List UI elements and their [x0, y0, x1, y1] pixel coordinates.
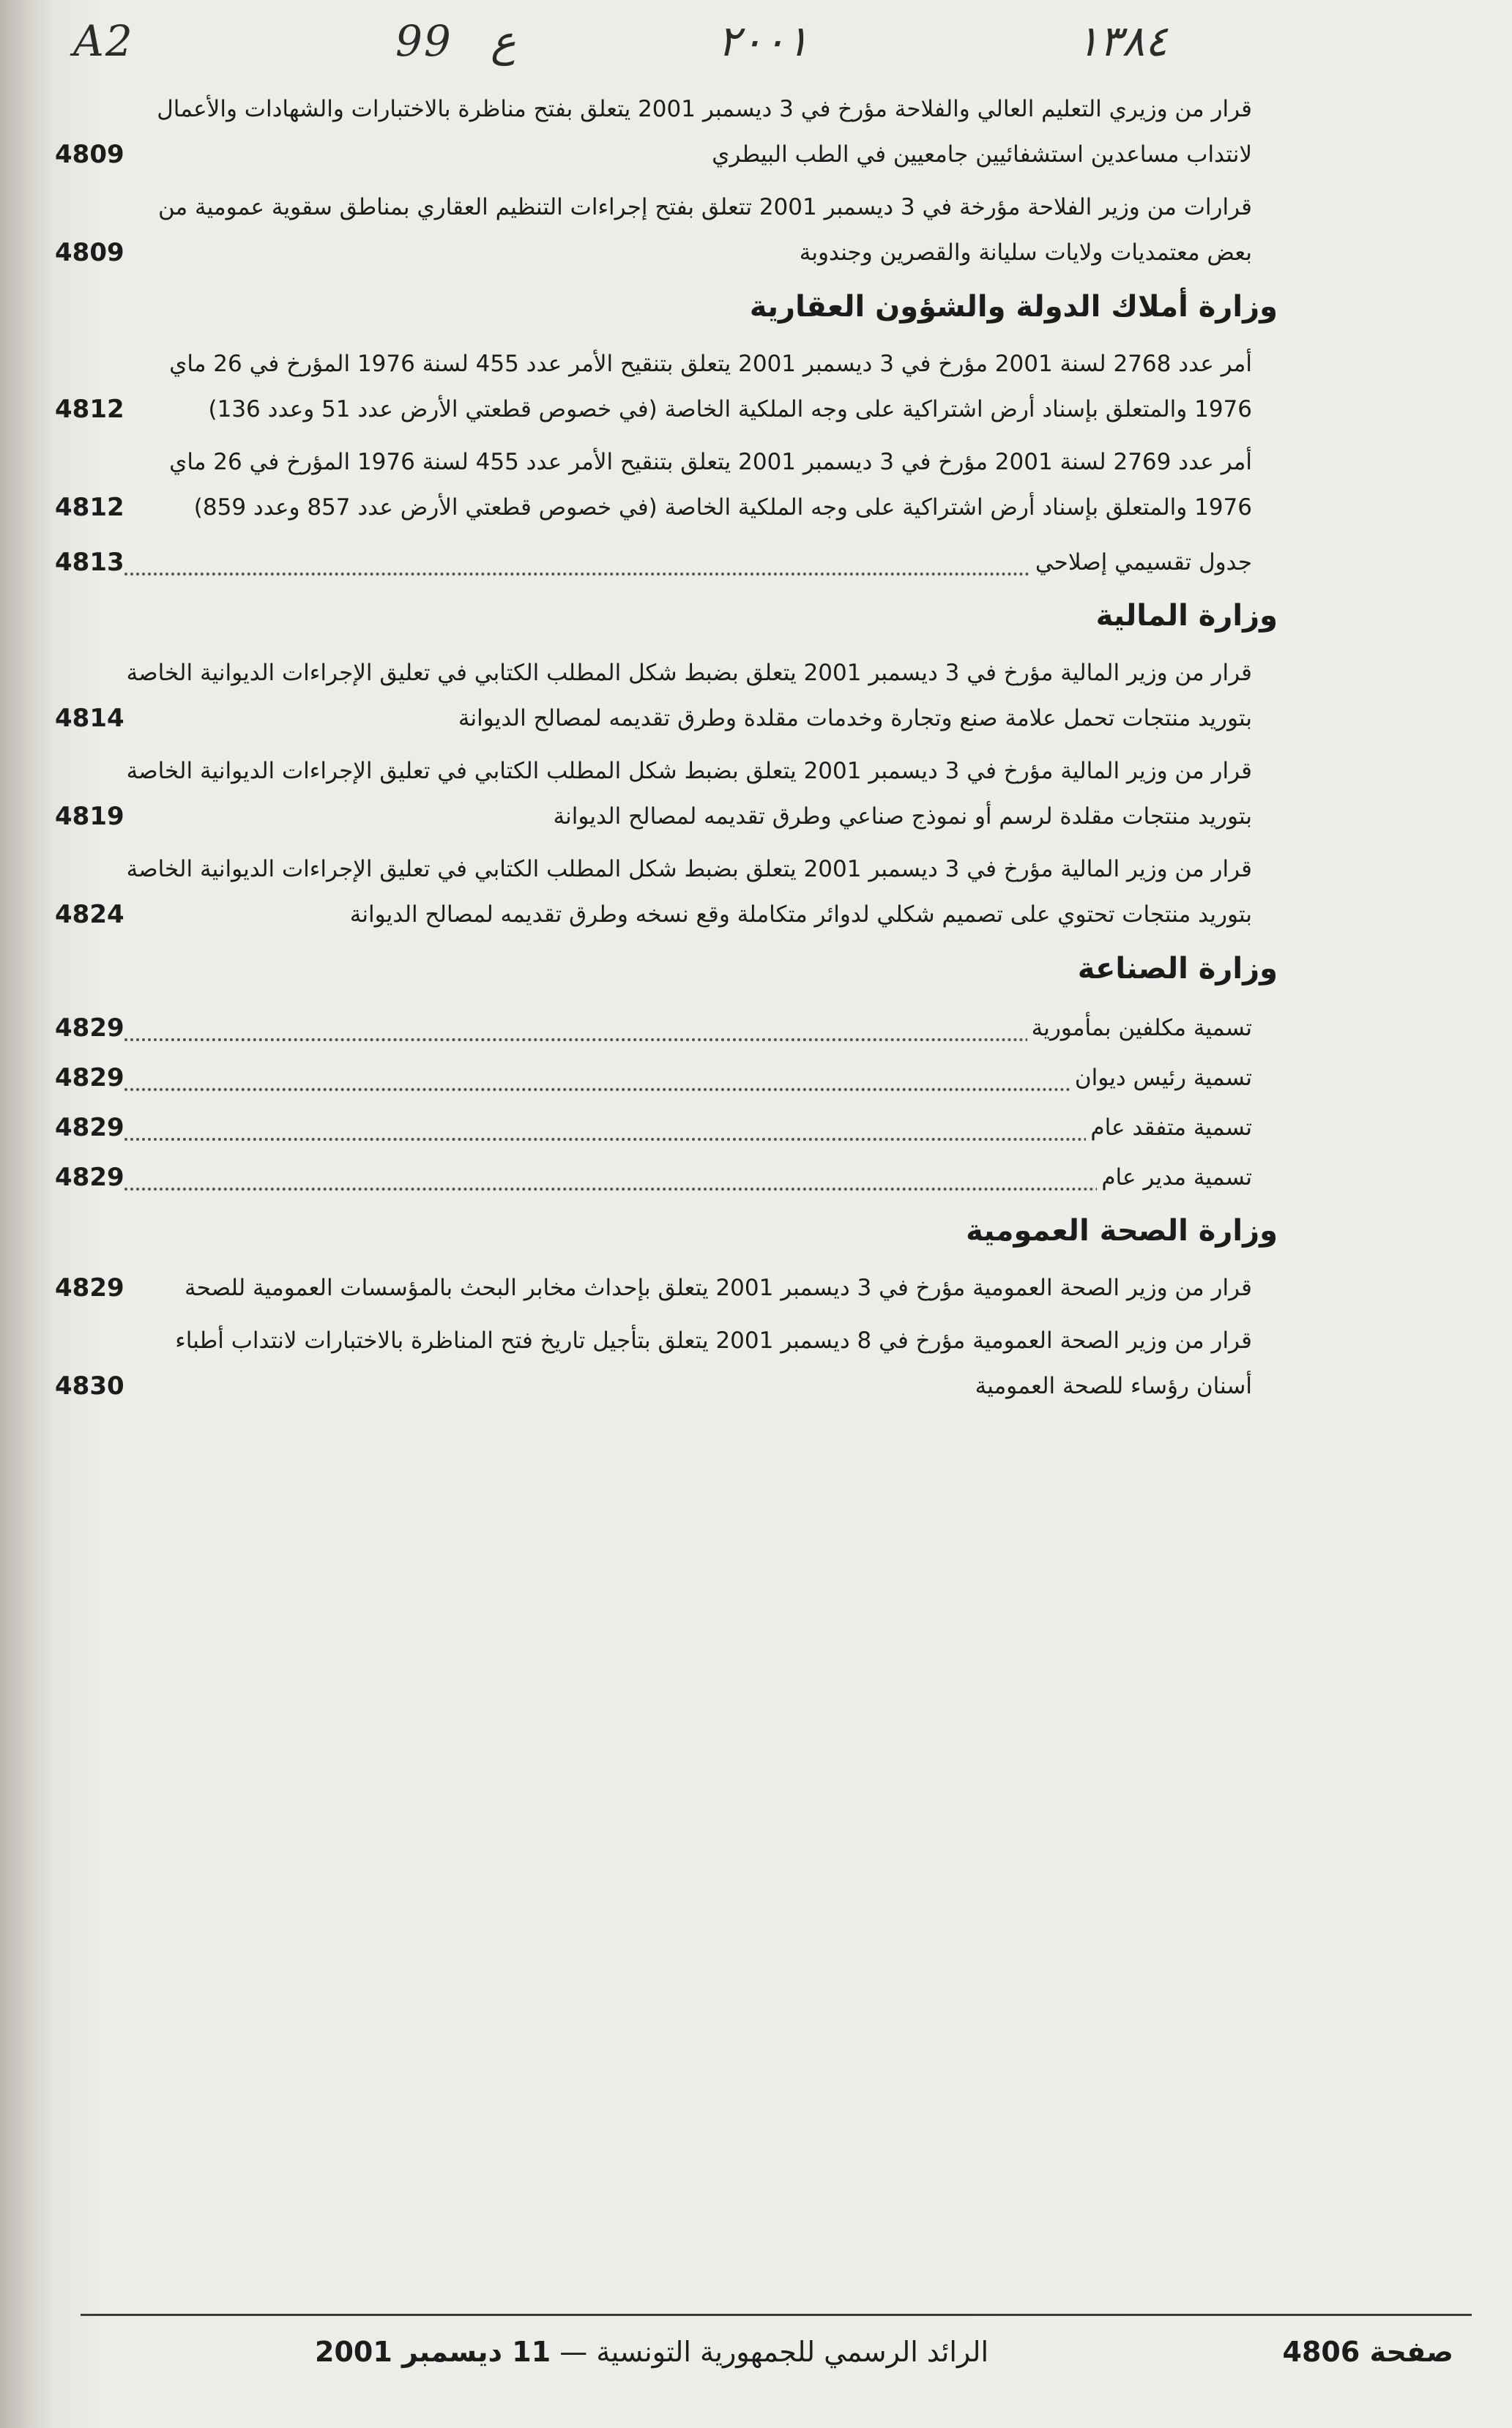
- entry-page-number: 4819: [55, 802, 124, 831]
- toc-entry: [55, 650, 1252, 741]
- toc-entry: [55, 1265, 1252, 1311]
- toc-entry: [55, 439, 1252, 530]
- footer-date: 11 ديسمبر 2001: [315, 2336, 551, 2368]
- toc-entry: [55, 86, 1252, 177]
- dot-leader: [124, 1138, 1252, 1141]
- section-heading: وزارة الصناعة: [1077, 952, 1278, 986]
- entry-page-number: 4812: [55, 493, 124, 522]
- entry-title: قرار من وزيري التعليم العالي والفلاحة مؤرخ في 3 ديسمبر 2001 يتعلق بفتح مناظرة بالاختبارات والشهادات والأعمال لانتداب مساعدين استشفائيين جامعيين في الطب البيطري: [157, 96, 1252, 168]
- toc-entry: [55, 1003, 1252, 1053]
- entry-title: تسمية رئيس ديوان: [1070, 1065, 1252, 1091]
- footer-divider: [81, 2314, 1472, 2316]
- entry-title: تسمية مكلفين بمأمورية: [1027, 1015, 1252, 1041]
- entry-title: قرار من وزير المالية مؤرخ في 3 ديسمبر 2001 يتعلق بضبط شكل المطلب الكتابي في تعليق الإجراءات الديوانية الخاصة بتوريد منتجات تحمل علامة صنع وتجارة وخدمات مقلدة وطرق تقديمه لمصالح الديوانة: [126, 660, 1252, 731]
- entry-page-number: 4829: [55, 1063, 124, 1092]
- toc-entry: [55, 1318, 1252, 1409]
- toc-entry: [55, 341, 1252, 432]
- toc-entry: [55, 185, 1252, 275]
- entry-page-number: 4829: [55, 1163, 124, 1192]
- entry-title: أمر عدد 2768 لسنة 2001 مؤرخ في 3 ديسمبر 2001 يتعلق بتنقيح الأمر عدد 455 لسنة 1976 المؤرخ في 26 ماي 1976 والمتعلق بإسناد أرض اشتراكية على وجه الملكية الخاصة (في خصوص قطعتي الأرض عدد 51 وعدد 136): [169, 351, 1252, 422]
- section-heading: وزارة المالية: [1095, 599, 1278, 633]
- entry-title: أمر عدد 2769 لسنة 2001 مؤرخ في 3 ديسمبر 2001 يتعلق بتنقيح الأمر عدد 455 لسنة 1976 المؤرخ في 26 ماي 1976 والمتعلق بإسناد أرض اشتراكية على وجه الملكية الخاصة (في خصوص قطعتي الأرض عدد 857 وعدد 859): [169, 449, 1252, 521]
- entry-title: قرار من وزير الصحة العمومية مؤرخ في 3 ديسمبر 2001 يتعلق بإحداث مخابر البحث بالمؤسسات العمومية للصحة: [184, 1275, 1252, 1301]
- entry-page-number: 4829: [55, 1113, 124, 1142]
- entry-title: قرار من وزير المالية مؤرخ في 3 ديسمبر 2001 يتعلق بضبط شكل المطلب الكتابي في تعليق الإجراءات الديوانية الخاصة بتوريد منتجات تحتوي على تصميم شكلي لدوائر متكاملة وقع نسخه وطرق تقديمه لمصالح الديوانة: [126, 856, 1252, 928]
- toc-entry: [55, 1152, 1252, 1202]
- entry-title: جدول تقسيمي إصلاحي: [1031, 549, 1252, 576]
- handwritten-code: A2: [73, 16, 134, 66]
- toc-entry: [55, 748, 1252, 839]
- handwritten-ref-num: 99: [395, 16, 453, 66]
- entry-page-number: 4824: [55, 900, 124, 929]
- entry-title: تسمية متفقد عام: [1086, 1114, 1252, 1141]
- page-edge-shadow: [0, 0, 51, 2428]
- entry-title: قرار من وزير المالية مؤرخ في 3 ديسمبر 2001 يتعلق بضبط شكل المطلب الكتابي في تعليق الإجراءات الديوانية الخاصة بتوريد منتجات مقلدة لرسم أو نموذج صناعي وطرق تقديمه لمصالح الديوانة: [126, 758, 1252, 830]
- entry-page-number: 4809: [55, 140, 124, 169]
- entry-page-number: 4813: [55, 548, 124, 577]
- dot-leader: [124, 1188, 1252, 1191]
- footer-journal-title: [315, 2336, 988, 2368]
- entry-page-number: 4829: [55, 1013, 124, 1043]
- section-heading: وزارة الصحة العمومية: [966, 1214, 1278, 1248]
- entry-title: قرار من وزير الصحة العمومية مؤرخ في 8 ديسمبر 2001 يتعلق بتأجيل تاريخ فتح المناظرة بالاختبارات لانتداب أطباء أسنان رؤساء للصحة العمومية: [175, 1327, 1252, 1399]
- handwritten-year: ٢٠٠١: [718, 16, 809, 66]
- page-footer: [0, 2336, 1512, 2387]
- entry-page-number: 4814: [55, 704, 124, 733]
- entry-page-number: 4830: [55, 1371, 124, 1401]
- toc-entry: [55, 537, 1252, 587]
- footer-page-number: صفحة 4806: [1282, 2336, 1453, 2368]
- entry-page-number: 4809: [55, 238, 124, 267]
- footer-journal-name: الرائد الرسمي للجمهورية التونسية —: [559, 2336, 989, 2368]
- entry-page-number: 4829: [55, 1273, 124, 1303]
- handwritten-letter: ع: [491, 16, 516, 66]
- toc-entry: [55, 846, 1252, 937]
- handwritten-number: ١٣٨٤: [1076, 16, 1168, 66]
- table-of-contents: [55, 86, 1278, 1416]
- section-heading: وزارة أملاك الدولة والشؤون العقارية: [749, 290, 1278, 324]
- entry-title: قرارات من وزير الفلاحة مؤرخة في 3 ديسمبر 2001 تتعلق بفتح إجراءات التنظيم العقاري بمناطق سقوية عمومية من بعض معتمديات ولايات سليانة والقصرين وجندوبة: [157, 194, 1252, 266]
- entry-title: تسمية مدير عام: [1097, 1164, 1252, 1191]
- toc-entry: [55, 1103, 1252, 1152]
- handwritten-annotations: [0, 16, 1512, 75]
- toc-entry: [55, 1053, 1252, 1103]
- entry-page-number: 4812: [55, 395, 124, 424]
